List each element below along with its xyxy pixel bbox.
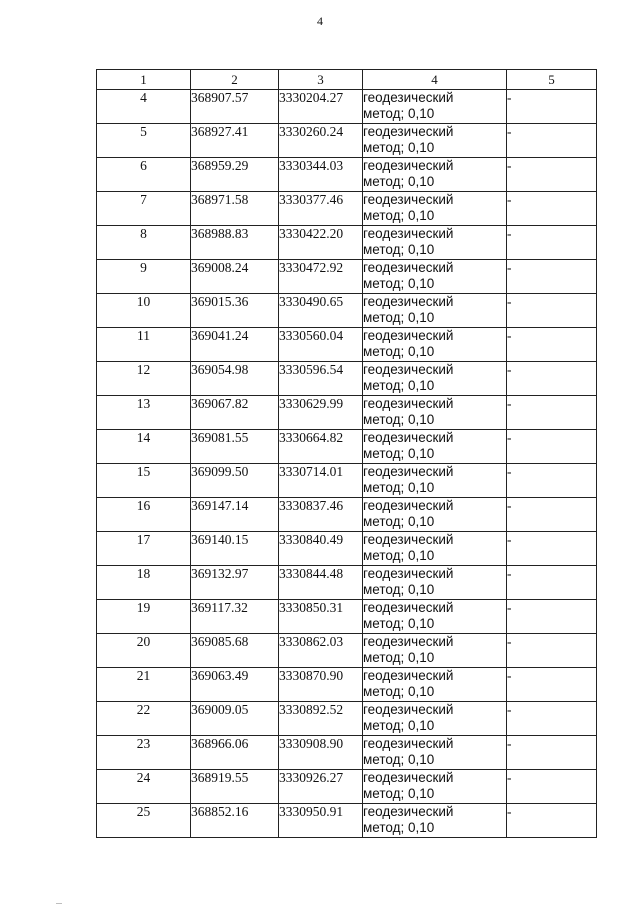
table-row <box>97 226 597 260</box>
point-number-cell: 10 <box>97 294 191 328</box>
method-cell <box>363 566 507 600</box>
column-header: 1 <box>97 70 191 90</box>
table-header <box>97 70 597 90</box>
method-line-1: геодезический <box>363 192 454 207</box>
table-row <box>97 464 597 498</box>
method-line-2: метод; 0,10 <box>363 174 435 189</box>
table-row <box>97 430 597 464</box>
coordinate-x-cell: 369081.55 <box>191 430 279 464</box>
coordinate-y-cell: 3330596.54 <box>279 362 363 396</box>
method-line-2: метод; 0,10 <box>363 412 435 427</box>
coordinate-x-cell: 369041.24 <box>191 328 279 362</box>
method-line-2: метод; 0,10 <box>363 140 435 155</box>
table-row <box>97 770 597 804</box>
method-line-2: метод; 0,10 <box>363 480 435 495</box>
method-line-1: геодезический <box>363 294 454 309</box>
method-line-1: геодезический <box>363 226 454 241</box>
note-cell: - <box>507 498 597 532</box>
method-line-2: метод; 0,10 <box>363 106 435 121</box>
note-cell: - <box>507 600 597 634</box>
coordinate-y-cell: 3330629.99 <box>279 396 363 430</box>
method-cell <box>363 430 507 464</box>
point-number-cell: 4 <box>97 90 191 124</box>
method-line-1: геодезический <box>363 464 454 479</box>
method-line-2: метод; 0,10 <box>363 208 435 223</box>
table-row <box>97 362 597 396</box>
method-line-1: геодезический <box>363 90 454 105</box>
table-header-row <box>97 70 597 90</box>
coordinate-y-cell: 3330344.03 <box>279 158 363 192</box>
method-line-1: геодезический <box>363 362 454 377</box>
coordinate-y-cell: 3330950.91 <box>279 804 363 838</box>
method-line-1: геодезический <box>363 770 454 785</box>
coordinate-x-cell: 369008.24 <box>191 260 279 294</box>
coordinate-x-cell: 369054.98 <box>191 362 279 396</box>
coordinate-x-cell: 369063.49 <box>191 668 279 702</box>
method-line-2: метод; 0,10 <box>363 378 435 393</box>
point-number-cell: 16 <box>97 498 191 532</box>
point-number-cell: 13 <box>97 396 191 430</box>
method-line-1: геодезический <box>363 430 454 445</box>
method-line-2: метод; 0,10 <box>363 718 435 733</box>
method-cell <box>363 498 507 532</box>
method-line-1: геодезический <box>363 158 454 173</box>
coordinate-x-cell: 368907.57 <box>191 90 279 124</box>
method-line-2: метод; 0,10 <box>363 684 435 699</box>
method-cell <box>363 192 507 226</box>
note-cell: - <box>507 736 597 770</box>
table-row <box>97 566 597 600</box>
method-line-1: геодезический <box>363 634 454 649</box>
method-cell <box>363 396 507 430</box>
point-number-cell: 20 <box>97 634 191 668</box>
method-cell <box>363 804 507 838</box>
table-row <box>97 294 597 328</box>
table-row <box>97 158 597 192</box>
coordinate-y-cell: 3330844.48 <box>279 566 363 600</box>
method-cell <box>363 158 507 192</box>
note-cell: - <box>507 668 597 702</box>
note-cell: - <box>507 294 597 328</box>
table-row <box>97 600 597 634</box>
note-cell: - <box>507 260 597 294</box>
method-cell <box>363 464 507 498</box>
note-cell: - <box>507 804 597 838</box>
method-line-1: геодезический <box>363 328 454 343</box>
method-line-2: метод; 0,10 <box>363 650 435 665</box>
coordinate-x-cell: 368988.83 <box>191 226 279 260</box>
note-cell: - <box>507 362 597 396</box>
note-cell: - <box>507 430 597 464</box>
method-cell <box>363 90 507 124</box>
method-cell <box>363 260 507 294</box>
coordinate-y-cell: 3330837.46 <box>279 498 363 532</box>
coordinate-x-cell: 368971.58 <box>191 192 279 226</box>
table-row <box>97 804 597 838</box>
point-number-cell: 18 <box>97 566 191 600</box>
note-cell: - <box>507 226 597 260</box>
method-cell <box>363 362 507 396</box>
point-number-cell: 11 <box>97 328 191 362</box>
coordinate-y-cell: 3330422.20 <box>279 226 363 260</box>
method-line-2: метод; 0,10 <box>363 344 435 359</box>
method-cell <box>363 294 507 328</box>
table-row <box>97 498 597 532</box>
coordinate-y-cell: 3330908.90 <box>279 736 363 770</box>
method-cell <box>363 736 507 770</box>
column-header: 3 <box>279 70 363 90</box>
method-line-1: геодезический <box>363 804 454 819</box>
method-line-2: метод; 0,10 <box>363 310 435 325</box>
coordinate-x-cell: 368927.41 <box>191 124 279 158</box>
coordinate-y-cell: 3330204.27 <box>279 90 363 124</box>
note-cell: - <box>507 770 597 804</box>
note-cell: - <box>507 396 597 430</box>
point-number-cell: 7 <box>97 192 191 226</box>
table-row <box>97 260 597 294</box>
coordinate-y-cell: 3330892.52 <box>279 702 363 736</box>
method-line-1: геодезический <box>363 532 454 547</box>
method-line-2: метод; 0,10 <box>363 446 435 461</box>
point-number-cell: 5 <box>97 124 191 158</box>
coordinate-x-cell: 368966.06 <box>191 736 279 770</box>
point-number-cell: 24 <box>97 770 191 804</box>
coordinate-y-cell: 3330926.27 <box>279 770 363 804</box>
coordinate-x-cell: 369140.15 <box>191 532 279 566</box>
method-line-1: геодезический <box>363 668 454 683</box>
page-number: 4 <box>317 14 323 28</box>
coordinate-x-cell: 369015.36 <box>191 294 279 328</box>
table-row <box>97 396 597 430</box>
column-header: 2 <box>191 70 279 90</box>
column-header: 4 <box>363 70 507 90</box>
point-number-cell: 15 <box>97 464 191 498</box>
coordinate-x-cell: 369099.50 <box>191 464 279 498</box>
table-row <box>97 124 597 158</box>
note-cell: - <box>507 158 597 192</box>
coordinate-x-cell: 368852.16 <box>191 804 279 838</box>
note-cell: - <box>507 90 597 124</box>
point-number-cell: 22 <box>97 702 191 736</box>
method-line-2: метод; 0,10 <box>363 820 435 835</box>
coordinate-y-cell: 3330862.03 <box>279 634 363 668</box>
coordinate-x-cell: 369067.82 <box>191 396 279 430</box>
point-number-cell: 25 <box>97 804 191 838</box>
method-line-1: геодезический <box>363 566 454 581</box>
coordinate-x-cell: 369132.97 <box>191 566 279 600</box>
coordinates-table <box>96 69 597 838</box>
method-cell <box>363 600 507 634</box>
note-cell: - <box>507 464 597 498</box>
method-line-2: метод; 0,10 <box>363 752 435 767</box>
method-cell <box>363 124 507 158</box>
method-line-1: геодезический <box>363 396 454 411</box>
coordinate-y-cell: 3330472.92 <box>279 260 363 294</box>
point-number-cell: 21 <box>97 668 191 702</box>
method-cell <box>363 702 507 736</box>
coordinate-x-cell: 369085.68 <box>191 634 279 668</box>
coordinate-x-cell: 368919.55 <box>191 770 279 804</box>
point-number-cell: 19 <box>97 600 191 634</box>
method-line-2: метод; 0,10 <box>363 242 435 257</box>
point-number-cell: 17 <box>97 532 191 566</box>
column-header: 5 <box>507 70 597 90</box>
coordinate-y-cell: 3330664.82 <box>279 430 363 464</box>
point-number-cell: 8 <box>97 226 191 260</box>
note-cell: - <box>507 634 597 668</box>
method-cell <box>363 532 507 566</box>
method-cell <box>363 634 507 668</box>
note-cell: - <box>507 702 597 736</box>
coordinate-y-cell: 3330490.65 <box>279 294 363 328</box>
table-row <box>97 668 597 702</box>
table-row <box>97 192 597 226</box>
table-row <box>97 702 597 736</box>
corner-mark: ... <box>56 897 62 906</box>
method-line-2: метод; 0,10 <box>363 616 435 631</box>
note-cell: - <box>507 532 597 566</box>
table-row <box>97 634 597 668</box>
coordinate-x-cell: 368959.29 <box>191 158 279 192</box>
coordinate-y-cell: 3330870.90 <box>279 668 363 702</box>
table-row <box>97 736 597 770</box>
method-line-1: геодезический <box>363 600 454 615</box>
table-row <box>97 532 597 566</box>
method-cell <box>363 668 507 702</box>
table-body <box>97 90 597 838</box>
note-cell: - <box>507 192 597 226</box>
method-line-1: геодезический <box>363 260 454 275</box>
note-cell: - <box>507 328 597 362</box>
method-line-2: метод; 0,10 <box>363 582 435 597</box>
method-line-1: геодезический <box>363 498 454 513</box>
coordinate-x-cell: 369009.05 <box>191 702 279 736</box>
method-cell <box>363 770 507 804</box>
point-number-cell: 14 <box>97 430 191 464</box>
note-cell: - <box>507 124 597 158</box>
method-cell <box>363 226 507 260</box>
coordinate-y-cell: 3330560.04 <box>279 328 363 362</box>
method-line-1: геодезический <box>363 702 454 717</box>
coordinate-y-cell: 3330377.46 <box>279 192 363 226</box>
coordinate-x-cell: 369147.14 <box>191 498 279 532</box>
coordinate-y-cell: 3330840.49 <box>279 532 363 566</box>
method-line-2: метод; 0,10 <box>363 514 435 529</box>
method-line-2: метод; 0,10 <box>363 548 435 563</box>
method-line-1: геодезический <box>363 124 454 139</box>
method-line-2: метод; 0,10 <box>363 786 435 801</box>
table-row <box>97 90 597 124</box>
point-number-cell: 6 <box>97 158 191 192</box>
method-line-1: геодезический <box>363 736 454 751</box>
coordinate-y-cell: 3330850.31 <box>279 600 363 634</box>
coordinate-x-cell: 369117.32 <box>191 600 279 634</box>
coordinate-y-cell: 3330714.01 <box>279 464 363 498</box>
point-number-cell: 12 <box>97 362 191 396</box>
method-cell <box>363 328 507 362</box>
point-number-cell: 23 <box>97 736 191 770</box>
coordinate-y-cell: 3330260.24 <box>279 124 363 158</box>
point-number-cell: 9 <box>97 260 191 294</box>
method-line-2: метод; 0,10 <box>363 276 435 291</box>
table-row <box>97 328 597 362</box>
note-cell: - <box>507 566 597 600</box>
